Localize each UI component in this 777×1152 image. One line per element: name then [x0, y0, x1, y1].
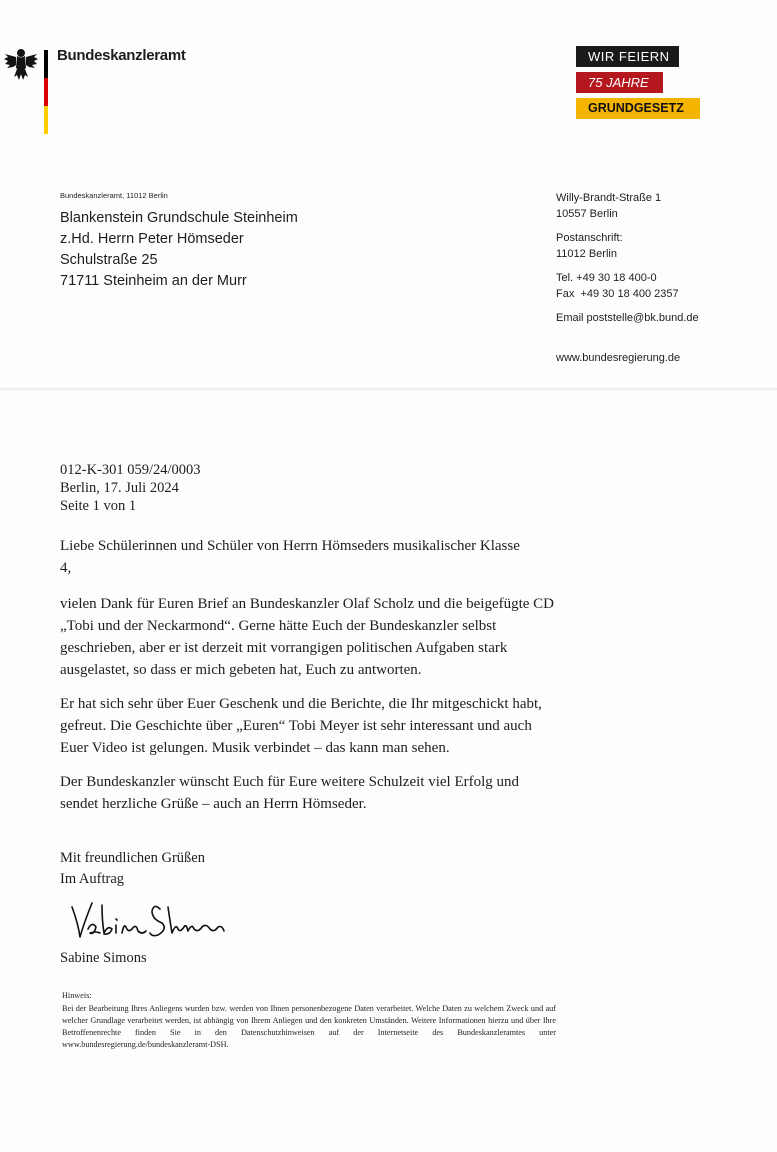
- salutation: Liebe Schülerinnen und Schüler von Herrn Hömseders musikalischer Klasse 4,: [60, 538, 520, 576]
- letter-body: [60, 535, 580, 827]
- addressee-line: Blankenstein Grundschule Steinheim: [60, 210, 298, 226]
- sender-return-address: Bundeskanzleramt, 11012 Berlin: [60, 191, 168, 200]
- reference-number: 012-K-301 059/24/0003: [60, 462, 201, 478]
- federal-eagle-icon: [4, 46, 38, 82]
- contact-block: [556, 190, 699, 366]
- signer-name: Sabine Simons: [60, 950, 147, 966]
- postal-city: 11012 Berlin: [556, 248, 617, 260]
- anniversary-badge: [576, 46, 702, 122]
- body-paragraph: vielen Dank für Euren Brief an Bundeskanzler Olaf Scholz und die beigefügte CD „Tobi und der Neckarmond“. Gerne hätte Euch der Bundeskanzler selbst geschrieben, aber er ist derzeit mit vorrangigen politischen Aufgaben stark ausgelastet, so dass er mich gebeten hat, Euch zu antworten.: [60, 596, 555, 678]
- closing-block: [60, 848, 205, 890]
- handwritten-signature: [58, 893, 238, 949]
- note-heading: Hinweis:: [62, 991, 92, 1000]
- badge-line-1: WIR FEIERN: [576, 46, 679, 67]
- privacy-note: [62, 990, 556, 1051]
- note-text: Bei der Bearbeitung Ihres Anliegens wurden bzw. werden von Ihnen personenbezogene Daten verarbeitet. Welche Daten zu welchem Zweck und auf welcher Grundlage verarbeitet werden, ist abhängig von Ihrem Anliegen und den konkreten Umständen. Weitere Informationen hierzu und über Ihre Betroffenenrechte finden Sie in den Datenschutzhinweisen auf der Internetseite des Bundeskanzleramtes unter www.bundesregierung.de/bundeskanzleramt-DSH.: [62, 1004, 556, 1049]
- organization-name: Bundeskanzleramt: [57, 47, 186, 64]
- addressee-line: 71711 Steinheim an der Murr: [60, 273, 247, 289]
- addressee-block: [60, 208, 298, 292]
- contact-fax: Fax +49 30 18 400 2357: [556, 288, 679, 300]
- closing-greeting: Mit freundlichen Grüßen: [60, 850, 205, 866]
- page-count: Seite 1 von 1: [60, 498, 137, 514]
- flag-stripe: [44, 50, 48, 134]
- contact-email: Email poststelle@bk.bund.de: [556, 312, 699, 324]
- contact-city: 10557 Berlin: [556, 208, 618, 220]
- body-paragraph: Der Bundeskanzler wünscht Euch für Eure weitere Schulzeit viel Erfolg und sendet herzliche Grüße – auch an Herrn Hömseder.: [60, 774, 520, 812]
- letter-meta: [60, 461, 201, 515]
- contact-website: www.bundesregierung.de: [556, 352, 681, 364]
- body-paragraph: Er hat sich sehr über Euer Geschenk und die Berichte, die Ihr mitgeschickt habt, gefreut. Die Geschichte über „Euren“ Tobi Meyer ist sehr interessant und auch Euer Video ist gelungen. Musik verbindet – das kann man sehen.: [60, 696, 542, 756]
- badge-line-3: GRUNDGESETZ: [576, 98, 700, 119]
- addressee-line: z.Hd. Herrn Peter Hömseder: [60, 231, 244, 247]
- letter-date: Berlin, 17. Juli 2024: [60, 480, 179, 496]
- badge-line-2: 75 JAHRE: [576, 72, 663, 93]
- paper-fold: [0, 388, 777, 391]
- closing-on-behalf: Im Auftrag: [60, 871, 125, 887]
- contact-street: Willy-Brandt-Straße 1: [556, 192, 662, 204]
- postal-label: Postanschrift:: [556, 232, 623, 244]
- contact-tel: Tel. +49 30 18 400-0: [556, 272, 657, 284]
- addressee-line: Schulstraße 25: [60, 252, 158, 268]
